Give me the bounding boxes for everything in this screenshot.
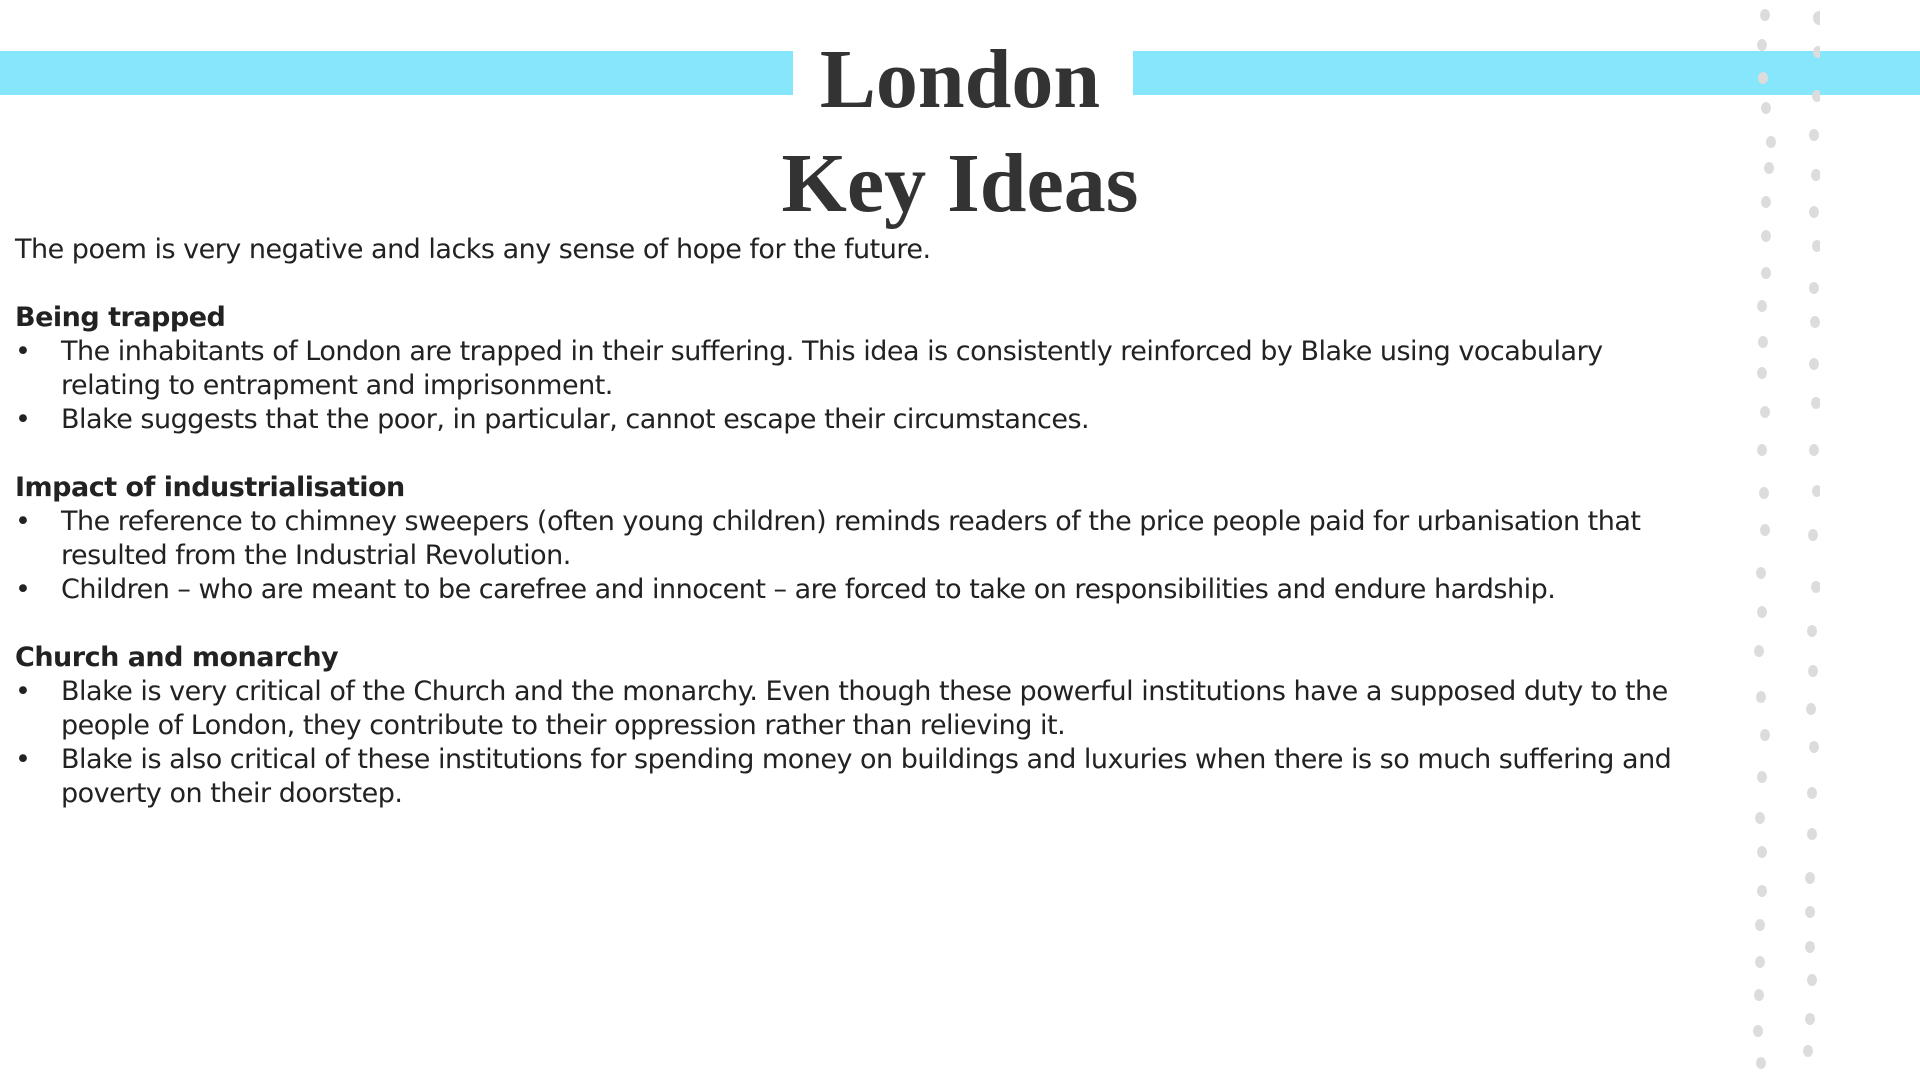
bullet-item (15, 335, 1705, 403)
section-industrialisation (15, 471, 1705, 607)
bullet-icon: • (15, 744, 31, 775)
section-church-monarchy (15, 641, 1705, 811)
bullet-text: Blake suggests that the poor, in particular, cannot escape their circumstances. (61, 404, 1090, 435)
bullet-item (15, 505, 1705, 573)
decorative-dots (1740, 0, 1820, 1080)
section-being-trapped (15, 301, 1705, 437)
bullet-text: Children – who are meant to be carefree and innocent – are forced to take on responsibilities and endure hardship. (61, 574, 1556, 605)
section-heading: Church and monarchy (15, 642, 339, 673)
bullet-item (15, 743, 1705, 811)
bullet-icon: • (15, 404, 31, 435)
bullet-item (15, 403, 1705, 437)
bullet-item (15, 675, 1705, 743)
bullet-text: Blake is also critical of these institutions for spending money on buildings and luxuries when there is so much suffering and poverty on their doorstep. (61, 744, 1672, 809)
intro-text: The poem is very negative and lacks any sense of hope for the future. (15, 234, 931, 265)
bullet-item (15, 573, 1705, 607)
bullet-list (15, 335, 1705, 437)
section-heading: Impact of industrialisation (15, 472, 405, 503)
content-body (15, 233, 1705, 845)
slide-title: London (819, 33, 1101, 126)
bullet-icon: • (15, 506, 31, 537)
bullet-text: The reference to chimney sweepers (often young children) reminds readers of the price people paid for urbanisation that resulted from the Industrial Revolution. (61, 506, 1641, 571)
section-heading: Being trapped (15, 302, 226, 333)
slide-subtitle: Key Ideas (781, 137, 1139, 230)
bullet-icon: • (15, 574, 31, 605)
bullet-list (15, 675, 1705, 811)
bullet-text: Blake is very critical of the Church and the monarchy. Even though these powerful institutions have a supposed duty to the people of London, they contribute to their oppression rather than relieving it. (61, 676, 1668, 741)
bullet-list (15, 505, 1705, 607)
bullet-icon: • (15, 336, 31, 367)
bullet-text: The inhabitants of London are trapped in their suffering. This idea is consistently reinforced by Blake using vocabulary relating to entrapment and imprisonment. (61, 336, 1603, 401)
bullet-icon: • (15, 676, 31, 707)
